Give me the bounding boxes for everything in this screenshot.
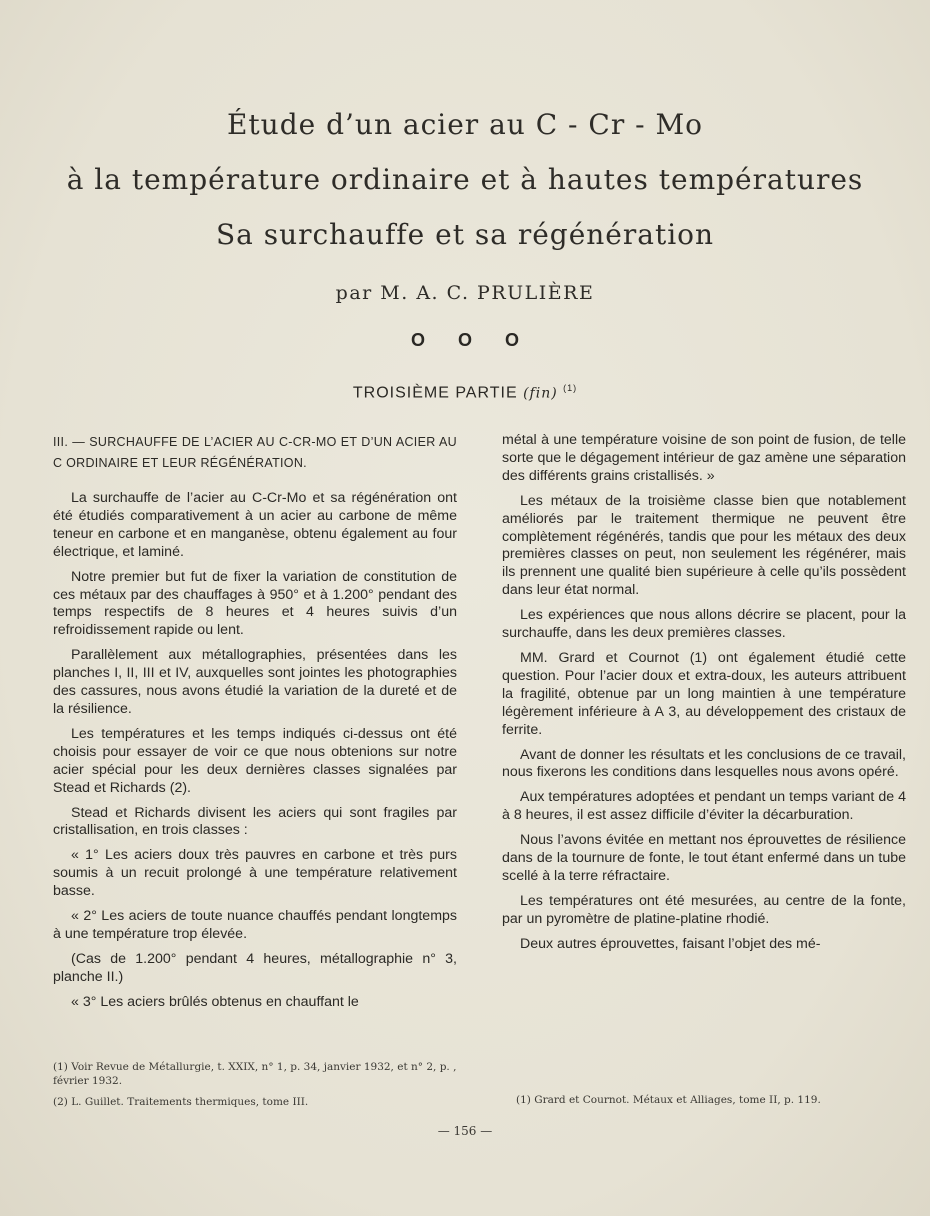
part-heading <box>0 383 930 402</box>
paragraph: Les expériences que nous allons décrire se placent, pour la surchauffe, dans les deux premières classes. <box>502 607 906 642</box>
paragraph: (Cas de 1.200° pendant 4 heures, métallographie n° 3, planche II.) <box>53 950 457 985</box>
footnote: (1) Grard et Cournot. Métaux et Alliages, tome II, p. 119. <box>516 1094 821 1106</box>
paragraph: Nous l’avons évitée en mettant nos éprouvettes de résilience dans de la tournure de fonte, le tout étant enfermé dans un tube scellé à la terre réfractaire. <box>502 832 906 884</box>
part-label: TROISIÈME PARTIE <box>352 384 518 402</box>
paragraph: Stead et Richards divisent les aciers qui sont fragiles par cristallisation, en trois classes : <box>53 804 457 839</box>
paragraph: Parallèlement aux métallographies, présentées dans les planches I, II, III et IV, auxquelles sont jointes les photographies des cassures, nous avons étudié la variation de la dureté et de la résilience. <box>53 647 457 717</box>
paragraph: La surchauffe de l’acier au C-Cr-Mo et sa régénération ont été étudiés comparativement à un acier au carbone de même teneur en carbone et en manganèse, obtenu également au four électrique, et laminé. <box>53 490 457 560</box>
paragraph: Les températures ont été mesurées, au centre de la fonte, par un pyromètre de platine-platine rhodié. <box>502 892 906 927</box>
paragraph: Notre premier but fut de fixer la variation de constitution de ces métaux par des chauffages à 950° et à 1.200° pendant des temps respectifs de 8 heures et 4 heures suivis d’un refroidissement rapide ou lent. <box>53 568 457 639</box>
paragraph: « 2° Les aciers de toute nuance chauffés pendant longtemps à une température trop élevée. <box>53 908 457 942</box>
left-column <box>53 432 457 1019</box>
paragraph: « 3° Les aciers brûlés obtenus en chauffant le <box>71 993 359 1010</box>
title-line-3: Sa surchauffe et sa régénération <box>215 218 715 251</box>
section-heading: III. — SURCHAUFFE DE L’ACIER AU C-CR-MO ET D’UN ACIER AU C ORDINAIRE ET LEUR RÉGÉNÉRATION. <box>53 435 457 470</box>
paragraph: Aux températures adoptées et pendant un temps variant de 4 à 8 heures, il est assez difficile d’éviter la décarburation. <box>502 789 906 824</box>
part-note-ref: (1) <box>563 383 578 393</box>
paragraph: Les températures et les temps indiqués ci-dessus ont été choisis pour essayer de voir ce que nous obtenions sur notre acier spécial pour les deux dernières classes signalées par Stead et Richards (2). <box>53 725 457 796</box>
title-line-2: à la température ordinaire et à hautes températures <box>66 163 864 196</box>
right-column <box>502 432 906 961</box>
title-line-1: Étude d’un acier au C - Cr - Mo <box>226 108 703 141</box>
footnotes-right <box>516 1093 906 1114</box>
footnotes-left <box>53 1060 457 1116</box>
ornament-circles: O O O <box>410 330 533 350</box>
page-number: — 156 — <box>437 1124 493 1138</box>
author-line: par M. A. C. PRULIÈRE <box>335 282 595 304</box>
paragraph: Deux autres éprouvettes, faisant l’objet des mé- <box>520 935 821 952</box>
paragraph: MM. Grard et Cournot (1) ont également étudié cette question. Pour l’acier doux et extra-doux, les auteurs attribuent la fragilité, obtenue par un long maintien à une température légèrement inférieure à A 3, au développement des cristaux de ferrite. <box>502 649 906 738</box>
paragraph: métal à une température voisine de son point de fusion, de telle sorte que le dégagement intérieur de gaz amène une séparation des différents grains cristallisés. » <box>502 432 906 484</box>
part-fin: (fin) <box>523 385 558 402</box>
paragraph: Les métaux de la troisième classe bien que notablement améliorés par le traitement thermique ne peuvent être complètement régénérés, tandis que pour les métaux des deux premières classes on peut, non seulement les régénérer, mais ils prennent une qualité bien supérieure à celle qu’ils possèdent dans leur état normal. <box>502 492 906 599</box>
paragraph: « 1° Les aciers doux très pauvres en carbone et très purs soumis à un recuit prolongé à une température relativement basse. <box>53 847 457 900</box>
footnote: (2) L. Guillet. Traitements thermiques, tome III. <box>53 1096 309 1108</box>
footnote: (1) Voir Revue de Métallurgie, t. XXIX, n° 1, p. 34, janvier 1932, et n° 2, p. , février 1932. <box>53 1061 457 1087</box>
paragraph: Avant de donner les résultats et les conclusions de ce travail, nous fixerons les conditions dans lesquelles nous avons opéré. <box>502 746 906 781</box>
